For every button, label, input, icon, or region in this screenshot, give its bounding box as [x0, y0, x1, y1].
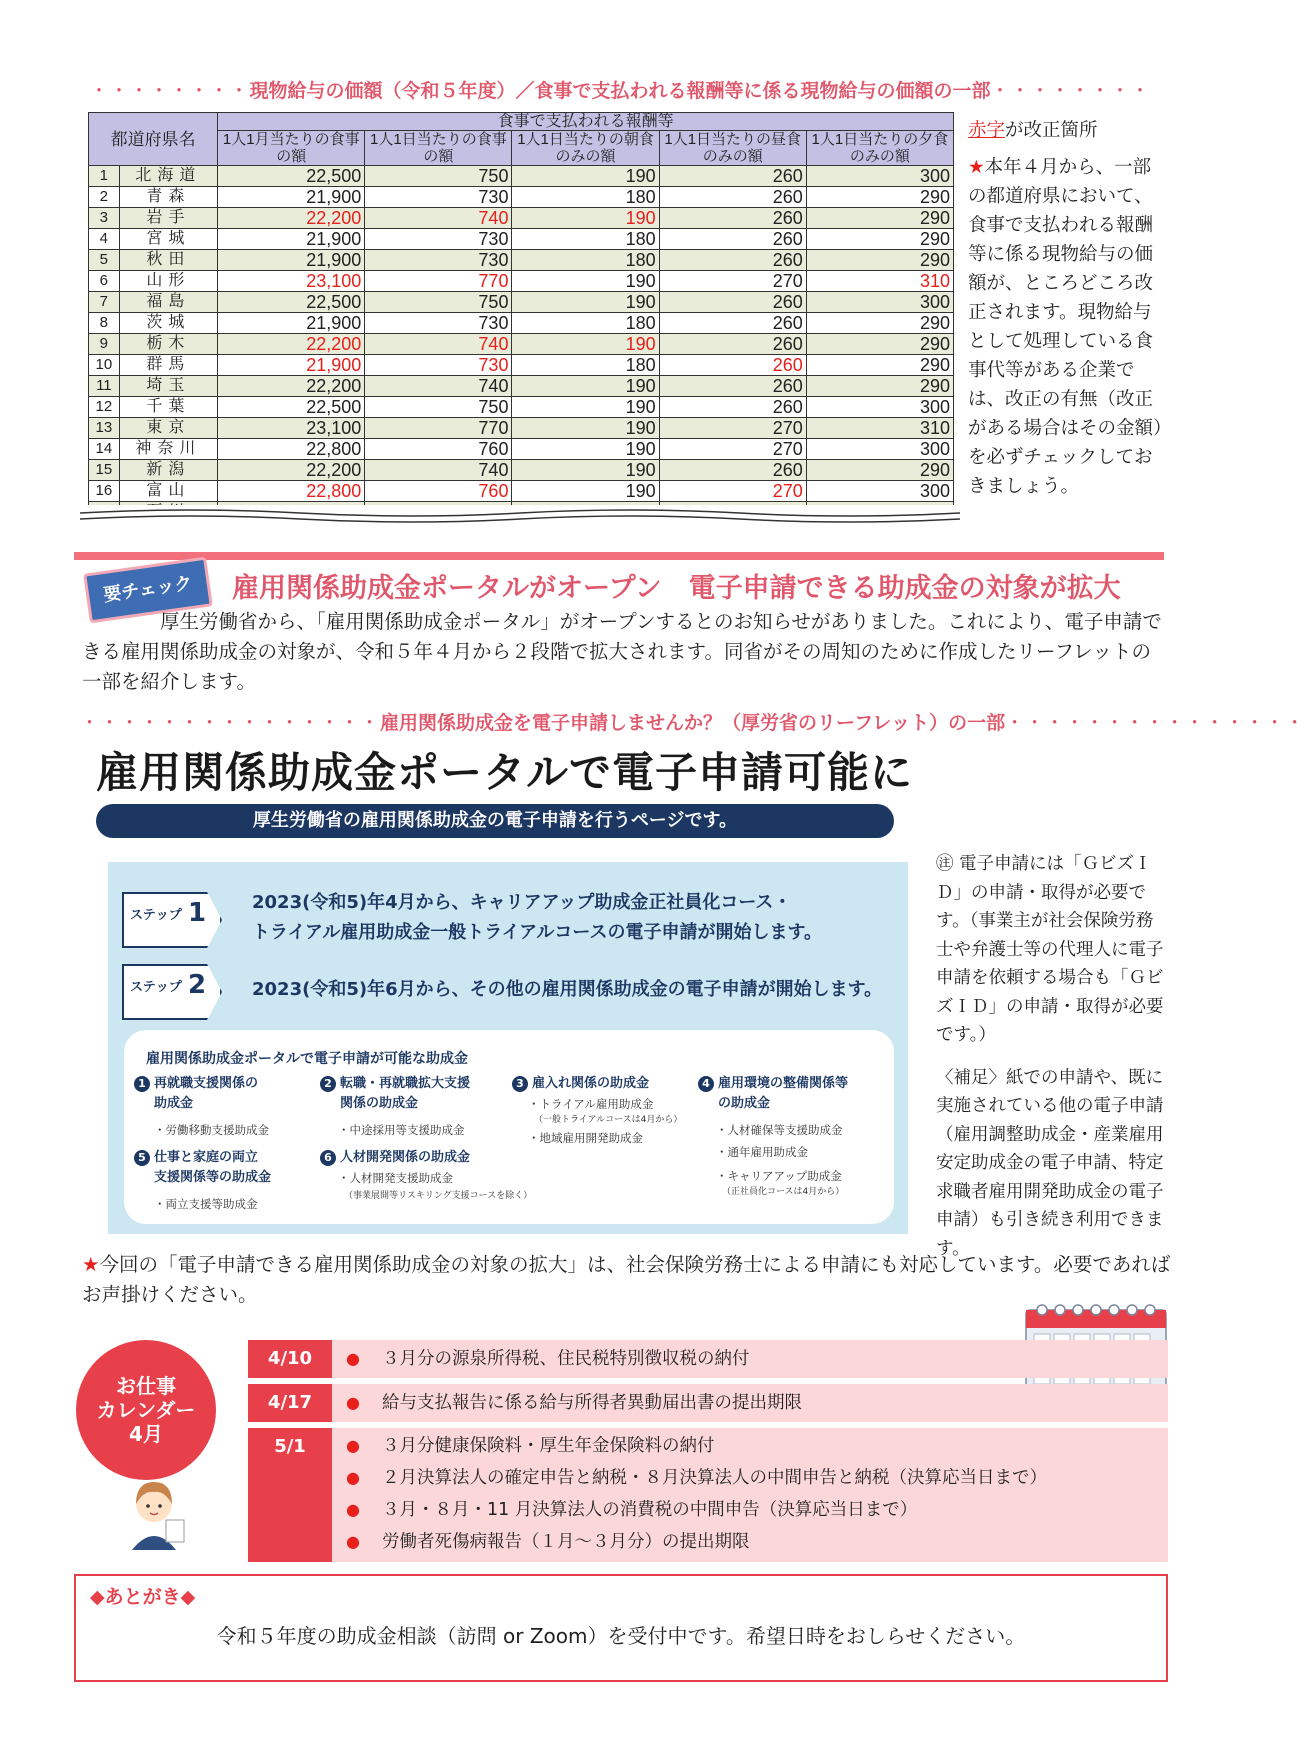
amount-cell: 750 — [365, 397, 512, 418]
amount-cell: 190 — [512, 460, 659, 481]
task-item: ● ３月分の源泉所得税、住民税特別徴収税の納付 — [346, 1349, 750, 1369]
date-cell: 4/10 — [248, 1340, 332, 1378]
amount-cell: 270 — [659, 418, 806, 439]
row-number: 4 — [89, 229, 120, 250]
star-icon: ★ — [82, 1253, 100, 1276]
table-row — [89, 208, 954, 229]
amount-cell: 760 — [365, 439, 512, 460]
amount-cell: 730 — [365, 313, 512, 334]
bottom-text: 今回の「電子申請できる雇用関係助成金の対象の拡大」は、社会保険労務士による申請にも対応しています。必要であればお声掛けください。 — [82, 1253, 1171, 1306]
category-4-note: （正社員化コースは4月から） — [722, 1187, 845, 1197]
table-cut-edge — [80, 505, 960, 527]
row-number: 3 — [89, 208, 120, 229]
amount-cell: 190 — [512, 418, 659, 439]
row-number: 13 — [89, 418, 120, 439]
amount-cell: 260 — [659, 187, 806, 208]
table-row — [89, 334, 954, 355]
prefecture-name: 栃木 — [119, 334, 217, 355]
amount-cell: 21,900 — [218, 229, 365, 250]
prefecture-name: 群馬 — [119, 355, 217, 376]
amount-cell: 190 — [512, 439, 659, 460]
amount-cell: 190 — [512, 481, 659, 502]
step-1-text: 2023(令和5)年4月から、キャリアアップ助成金正社員化コース・ トライアル雇用助成金一般トライアルコースの電子申請が開始します。 — [252, 892, 823, 943]
amount-cell: 22,500 — [218, 166, 365, 187]
category-3: 3 雇入れ関係の助成金 — [512, 1074, 649, 1094]
amount-cell: 290 — [806, 208, 953, 229]
amount-cell: 260 — [659, 292, 806, 313]
prefecture-name: 岩手 — [119, 208, 217, 229]
amount-cell: 290 — [806, 460, 953, 481]
divider — [74, 552, 1164, 560]
table-row — [89, 229, 954, 250]
news-headline: 雇用関係助成金ポータルがオープン 電子申請できる助成金の対象が拡大 — [232, 573, 1121, 604]
amount-cell: 190 — [512, 376, 659, 397]
side-note-body: 本年４月から、一部の都道府県において、食事で支払われる報酬等に係る現物給与の価額が、ところどころ改正されます。現物給与として処理している食事代等がある企業では、改正の有無（改正がある場合はその金額）を必ずチェックしておきましょう。 — [968, 157, 1163, 497]
category-4-sub-1: ・人材確保等支援助成金 — [716, 1123, 843, 1137]
calendar-row-3 — [248, 1428, 1168, 1562]
task-item: ● ２月決算法人の確定申告と納税・８月決算法人の中間申告と納税（決算応当日まで） — [346, 1468, 1047, 1488]
amount-cell: 730 — [365, 229, 512, 250]
prefecture-name: 東京 — [119, 418, 217, 439]
amount-cell: 290 — [806, 187, 953, 208]
step-2-number: 2 — [188, 970, 207, 1000]
task-item: ● ３月分健康保険料・厚生年金保険料の納付 — [346, 1436, 715, 1456]
amount-cell: 180 — [512, 355, 659, 376]
amount-cell: 270 — [659, 439, 806, 460]
table-row — [89, 250, 954, 271]
row-number: 10 — [89, 355, 120, 376]
wage-table — [88, 112, 954, 523]
row-number: 11 — [89, 376, 120, 397]
table-row — [89, 313, 954, 334]
row-number: 14 — [89, 439, 120, 460]
amount-cell: 310 — [806, 271, 953, 292]
table-row — [89, 481, 954, 502]
col-header: 1人1日当たりの昼食のみの額 — [659, 131, 806, 166]
table-row — [89, 376, 954, 397]
row-number: 2 — [89, 187, 120, 208]
amount-cell: 21,900 — [218, 313, 365, 334]
amount-cell: 180 — [512, 187, 659, 208]
prefecture-name: 宮城 — [119, 229, 217, 250]
amount-cell: 22,800 — [218, 439, 365, 460]
category-6-note: （事業展開等リスキリング支援コースを除く） — [344, 1191, 533, 1201]
category-5: 5 仕事と家庭の両立 支援関係等の助成金 — [134, 1148, 271, 1188]
amount-cell: 290 — [806, 313, 953, 334]
date-cell: 4/17 — [248, 1384, 332, 1422]
amount-cell: 260 — [659, 208, 806, 229]
table-row — [89, 271, 954, 292]
gbiz-note-1: ㊟ 電子申請には「ＧビズＩＤ」の申請・取得が必要です。（事業主が社会保険労務士や弁護士等の代理人に電子申請を依頼する場合も「ＧビズＩＤ」の申請・取得が必要です。） — [936, 854, 1164, 1045]
amount-cell: 260 — [659, 313, 806, 334]
task-item: ● ３月・８月・11 月決算法人の消費税の中間申告（決算応当日まで） — [346, 1500, 918, 1520]
prefecture-name: 茨城 — [119, 313, 217, 334]
card-title: 雇用関係助成金ポータルで電子申請が可能な助成金 — [146, 1051, 468, 1067]
amount-cell: 260 — [659, 460, 806, 481]
gbiz-note-2: 〈補足〉紙での申請や、既に実施されている他の電子申請（雇用調整助成金・産業雇用安定助成金の電子申請、特定求職者雇用開発助成金の電子申請）も引き続き利用できます。 — [936, 1067, 1164, 1259]
amount-cell: 730 — [365, 187, 512, 208]
table-row — [89, 187, 954, 208]
step-1-arrow — [122, 892, 224, 944]
amount-cell: 740 — [365, 376, 512, 397]
category-5-sub: ・両立支援等助成金 — [154, 1197, 258, 1211]
table-row — [89, 397, 954, 418]
table-row — [89, 460, 954, 481]
amount-cell: 270 — [659, 481, 806, 502]
col-header: 1人1日当たりの朝食のみの額 — [512, 131, 659, 166]
category-1-sub: ・労働移動支援助成金 — [154, 1123, 269, 1137]
row-number: 6 — [89, 271, 120, 292]
amount-cell: 190 — [512, 292, 659, 313]
amount-cell: 310 — [806, 418, 953, 439]
amount-cell: 290 — [806, 334, 953, 355]
afterword-box — [74, 1574, 1168, 1682]
prefecture-name: 神奈川 — [119, 439, 217, 460]
amount-cell: 22,200 — [218, 376, 365, 397]
amount-cell: 260 — [659, 229, 806, 250]
amount-cell: 300 — [806, 166, 953, 187]
amount-cell: 21,900 — [218, 187, 365, 208]
prefecture-name: 山形 — [119, 271, 217, 292]
work-calendar-badge: お仕事 カレンダー 4月 — [76, 1340, 216, 1480]
category-3-sub-1: ・トライアル雇用助成金 — [528, 1097, 654, 1111]
amount-cell: 300 — [806, 481, 953, 502]
amount-cell: 21,900 — [218, 355, 365, 376]
table-row — [89, 439, 954, 460]
amount-cell: 260 — [659, 334, 806, 355]
amount-cell: 730 — [365, 355, 512, 376]
category-4-sub-3: ・キャリアアップ助成金 — [716, 1169, 842, 1183]
amount-cell: 760 — [365, 481, 512, 502]
amount-cell: 730 — [365, 250, 512, 271]
section-title-leaflet: ・・・・・・・・・・・・・・・雇用関係助成金を電子申請しませんか？（厚労省のリーフレット）の一部・・・・・・・・・・・・・・・ — [80, 712, 1305, 734]
amount-cell: 290 — [806, 355, 953, 376]
category-6-sub: ・人材開発支援助成金 — [338, 1171, 453, 1185]
category-6: 6 人材開発関係の助成金 — [320, 1148, 470, 1168]
bottom-paragraph — [82, 1250, 1172, 1310]
category-3-sub-2: ・地域雇用開発助成金 — [528, 1131, 643, 1145]
amount-cell: 290 — [806, 250, 953, 271]
calendar-row-2 — [248, 1384, 1168, 1422]
col-header: 1人1月当たりの食事の額 — [218, 131, 365, 166]
amount-cell: 22,200 — [218, 460, 365, 481]
amount-cell: 22,800 — [218, 481, 365, 502]
row-number: 7 — [89, 292, 120, 313]
col-prefecture: 都道府県名 — [89, 113, 218, 166]
amount-cell: 770 — [365, 271, 512, 292]
step-1-number: 1 — [188, 898, 207, 928]
star-icon: ★ — [968, 157, 985, 178]
row-number: 12 — [89, 397, 120, 418]
step-2-text: 2023(令和5)年6月から、その他の雇用関係助成金の電子申請が開始します。 — [252, 979, 883, 1000]
amount-cell: 180 — [512, 229, 659, 250]
table-row — [89, 418, 954, 439]
check-badge: 要チェック — [83, 557, 213, 624]
row-number: 15 — [89, 460, 120, 481]
amount-cell: 770 — [365, 418, 512, 439]
table-row — [89, 166, 954, 187]
amount-cell: 300 — [806, 397, 953, 418]
section-title-wage: ・・・・・・・・現物給与の価額（令和５年度）／食事で支払われる報酬等に係る現物給与の価額の一部・・・・・・・・ — [89, 80, 1151, 102]
amount-cell: 260 — [659, 376, 806, 397]
amount-cell: 180 — [512, 250, 659, 271]
prefecture-name: 富山 — [119, 481, 217, 502]
amount-cell: 750 — [365, 292, 512, 313]
gbiz-note — [936, 850, 1164, 1263]
task-item: ● 労働者死傷病報告（１月～３月分）の提出期限 — [346, 1532, 750, 1552]
woman-illustration — [114, 1470, 194, 1550]
category-2-sub: ・中途採用等支援助成金 — [338, 1123, 465, 1137]
leaflet-subtitle-bar: 厚生労働省の雇用関係助成金の電子申請を行うページです。 — [96, 804, 894, 838]
amount-cell: 740 — [365, 460, 512, 481]
leaflet-title: 雇用関係助成金ポータルで電子申請可能に — [96, 748, 914, 797]
amount-cell: 190 — [512, 271, 659, 292]
amount-cell: 300 — [806, 439, 953, 460]
amount-cell: 23,100 — [218, 271, 365, 292]
amount-cell: 300 — [806, 292, 953, 313]
category-3-note: （一般トライアルコースは4月から） — [534, 1115, 683, 1125]
prefecture-name: 青森 — [119, 187, 217, 208]
table-row — [89, 355, 954, 376]
row-number: 9 — [89, 334, 120, 355]
row-number: 8 — [89, 313, 120, 334]
amount-cell: 22,500 — [218, 292, 365, 313]
amount-cell: 740 — [365, 334, 512, 355]
red-suffix: が改正箇所 — [1005, 120, 1098, 141]
row-number: 1 — [89, 166, 120, 187]
prefecture-name: 福島 — [119, 292, 217, 313]
amount-cell: 290 — [806, 229, 953, 250]
row-number: 16 — [89, 481, 120, 502]
news-paragraph: 厚生労働省から、「雇用関係助成金ポータル」がオープンするとのお知らせがありました。これにより、電子申請できる雇用関係助成金の対象が、令和５年４月から２段階で拡大されます。同省がその周知のために作成したリーフレットの一部を紹介します。 — [82, 610, 1162, 693]
step-2-arrow — [122, 964, 224, 1016]
amount-cell: 260 — [659, 355, 806, 376]
date-cell: 5/1 — [248, 1428, 332, 1562]
prefecture-name: 新潟 — [119, 460, 217, 481]
amount-cell: 270 — [659, 271, 806, 292]
prefecture-name: 秋田 — [119, 250, 217, 271]
prefecture-name: 千葉 — [119, 397, 217, 418]
category-1: 1 再就職支援関係の 助成金 — [134, 1074, 258, 1114]
amount-cell: 750 — [365, 166, 512, 187]
task-item: ● 給与支払報告に係る給与所得者異動届出書の提出期限 — [346, 1393, 802, 1413]
amount-cell: 260 — [659, 166, 806, 187]
col-header: 1人1日当たりの食事の額 — [365, 131, 512, 166]
side-note — [968, 116, 1164, 501]
afterword-title: ◆あとがき◆ — [90, 1586, 196, 1608]
step-1-label: ステップ — [130, 908, 182, 923]
amount-cell: 740 — [365, 208, 512, 229]
prefecture-name: 北海道 — [119, 166, 217, 187]
category-2: 2 転職・再就職拡大支援 関係の助成金 — [320, 1074, 470, 1114]
amount-cell: 22,200 — [218, 208, 365, 229]
amount-cell: 190 — [512, 166, 659, 187]
amount-cell: 21,900 — [218, 250, 365, 271]
red-label: 赤字 — [968, 120, 1006, 141]
amount-cell: 260 — [659, 250, 806, 271]
category-4-sub-2: ・通年雇用助成金 — [716, 1145, 808, 1159]
afterword-text: 令和５年度の助成金相談（訪問 or Zoom）を受付中です。希望日時をおしらせください。 — [216, 1624, 1026, 1648]
category-4: 4 雇用環境の整備関係等 の助成金 — [698, 1074, 848, 1114]
step-2-label: ステップ — [130, 980, 182, 995]
group-header: 食事で支払われる報酬等 — [218, 113, 954, 131]
amount-cell: 23,100 — [218, 418, 365, 439]
subsidy-card — [124, 1030, 894, 1224]
table-row — [89, 292, 954, 313]
calendar-row-1 — [248, 1340, 1168, 1378]
amount-cell: 190 — [512, 208, 659, 229]
col-header: 1人1日当たりの夕食のみの額 — [806, 131, 953, 166]
prefecture-name: 埼玉 — [119, 376, 217, 397]
amount-cell: 190 — [512, 334, 659, 355]
amount-cell: 260 — [659, 397, 806, 418]
amount-cell: 190 — [512, 397, 659, 418]
amount-cell: 22,500 — [218, 397, 365, 418]
row-number: 5 — [89, 250, 120, 271]
amount-cell: 290 — [806, 376, 953, 397]
amount-cell: 180 — [512, 313, 659, 334]
amount-cell: 22,200 — [218, 334, 365, 355]
